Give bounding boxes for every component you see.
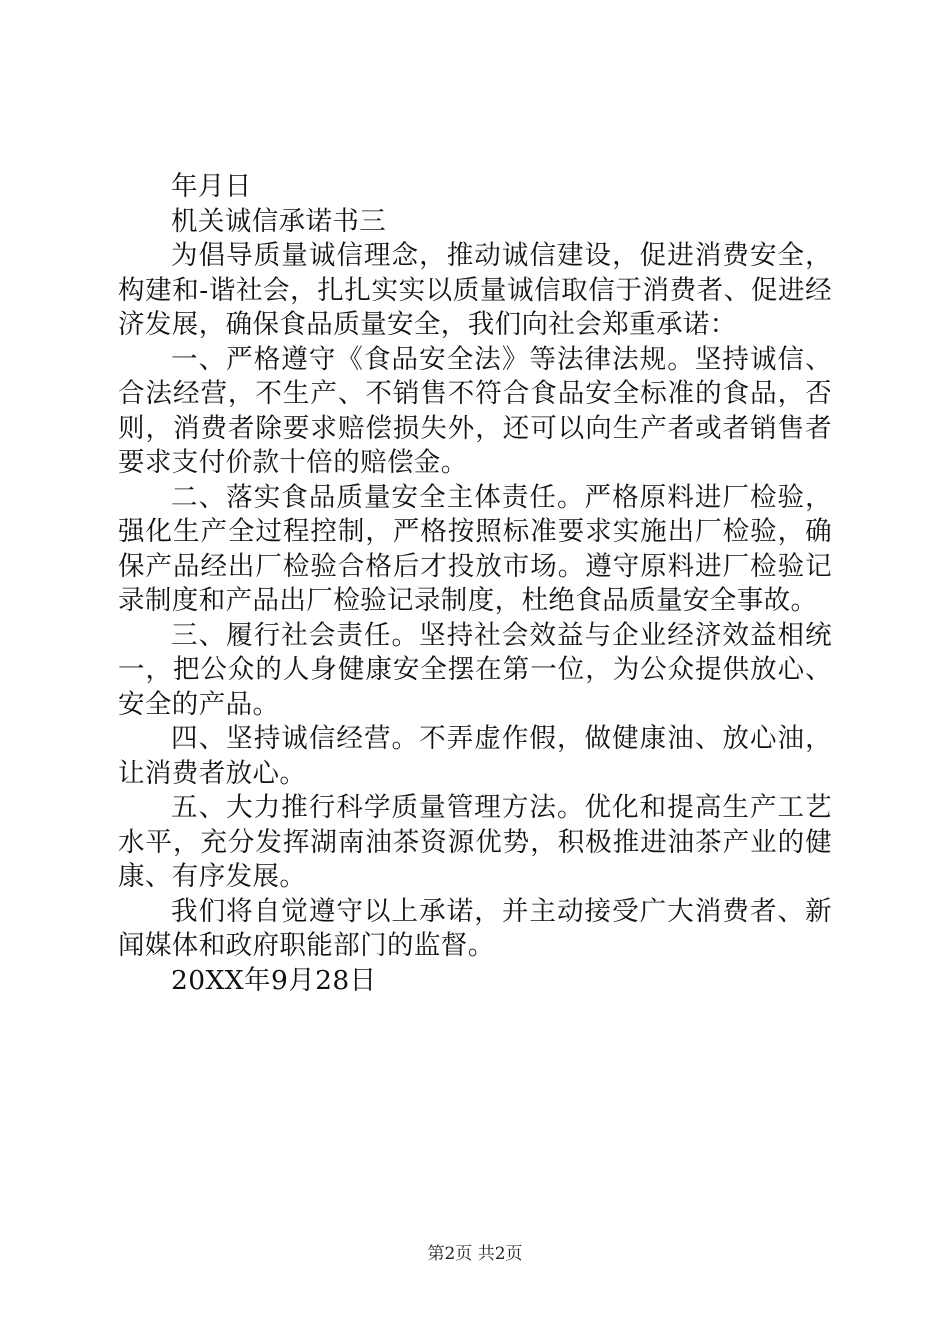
page-number-footer: 第2页 共2页 bbox=[427, 1244, 523, 1264]
closing-paragraph: 我们将自觉遵守以上承诺，并主动接受广大消费者、新闻媒体和政府职能部门的监督。 bbox=[118, 895, 832, 961]
commitment-item-2: 二、落实食品质量安全主体责任。严格原料进厂检验，强化生产全过程控制，严格按照标准要求实施出厂检验，确保产品经出厂检验合格后才投放市场。遵守原料进厂检验记录制度和产品出厂检验记录制度，杜绝食品质量安全事故。 bbox=[118, 481, 832, 616]
document-body bbox=[118, 170, 832, 998]
date-placeholder-line: 年月日 bbox=[171, 171, 252, 202]
commitment-item-3: 三、履行社会责任。坚持社会效益与企业经济效益相统一，把公众的人身健康安全摆在第一位，为公众提供放心、安全的产品。 bbox=[118, 619, 832, 720]
document-title: 机关诚信承诺书三 bbox=[171, 205, 387, 237]
commitment-item-1: 一、严格遵守《食品安全法》等法律法规。坚持诚信、合法经营，不生产、不销售不符合食品安全标准的食品，否则，消费者除要求赔偿损失外，还可以向生产者或者销售者要求支付价款十倍的赔偿金。 bbox=[118, 343, 832, 478]
signature-date: 20XX年9月28日 bbox=[171, 964, 377, 996]
intro-paragraph: 为倡导质量诚信理念，推动诚信建设，促进消费安全，构建和-谐社会，扎扎实实以质量诚信取信于消费者、促进经济发展，确保食品质量安全，我们向社会郑重承诺： bbox=[118, 240, 832, 340]
commitment-item-4: 四、坚持诚信经营。不弄虚作假，做健康油、放心油，让消费者放心。 bbox=[118, 723, 832, 789]
commitment-item-5: 五、大力推行科学质量管理方法。优化和提高生产工艺水平，充分发挥湖南油茶资源优势，积极推进油茶产业的健康、有序发展。 bbox=[118, 792, 832, 892]
